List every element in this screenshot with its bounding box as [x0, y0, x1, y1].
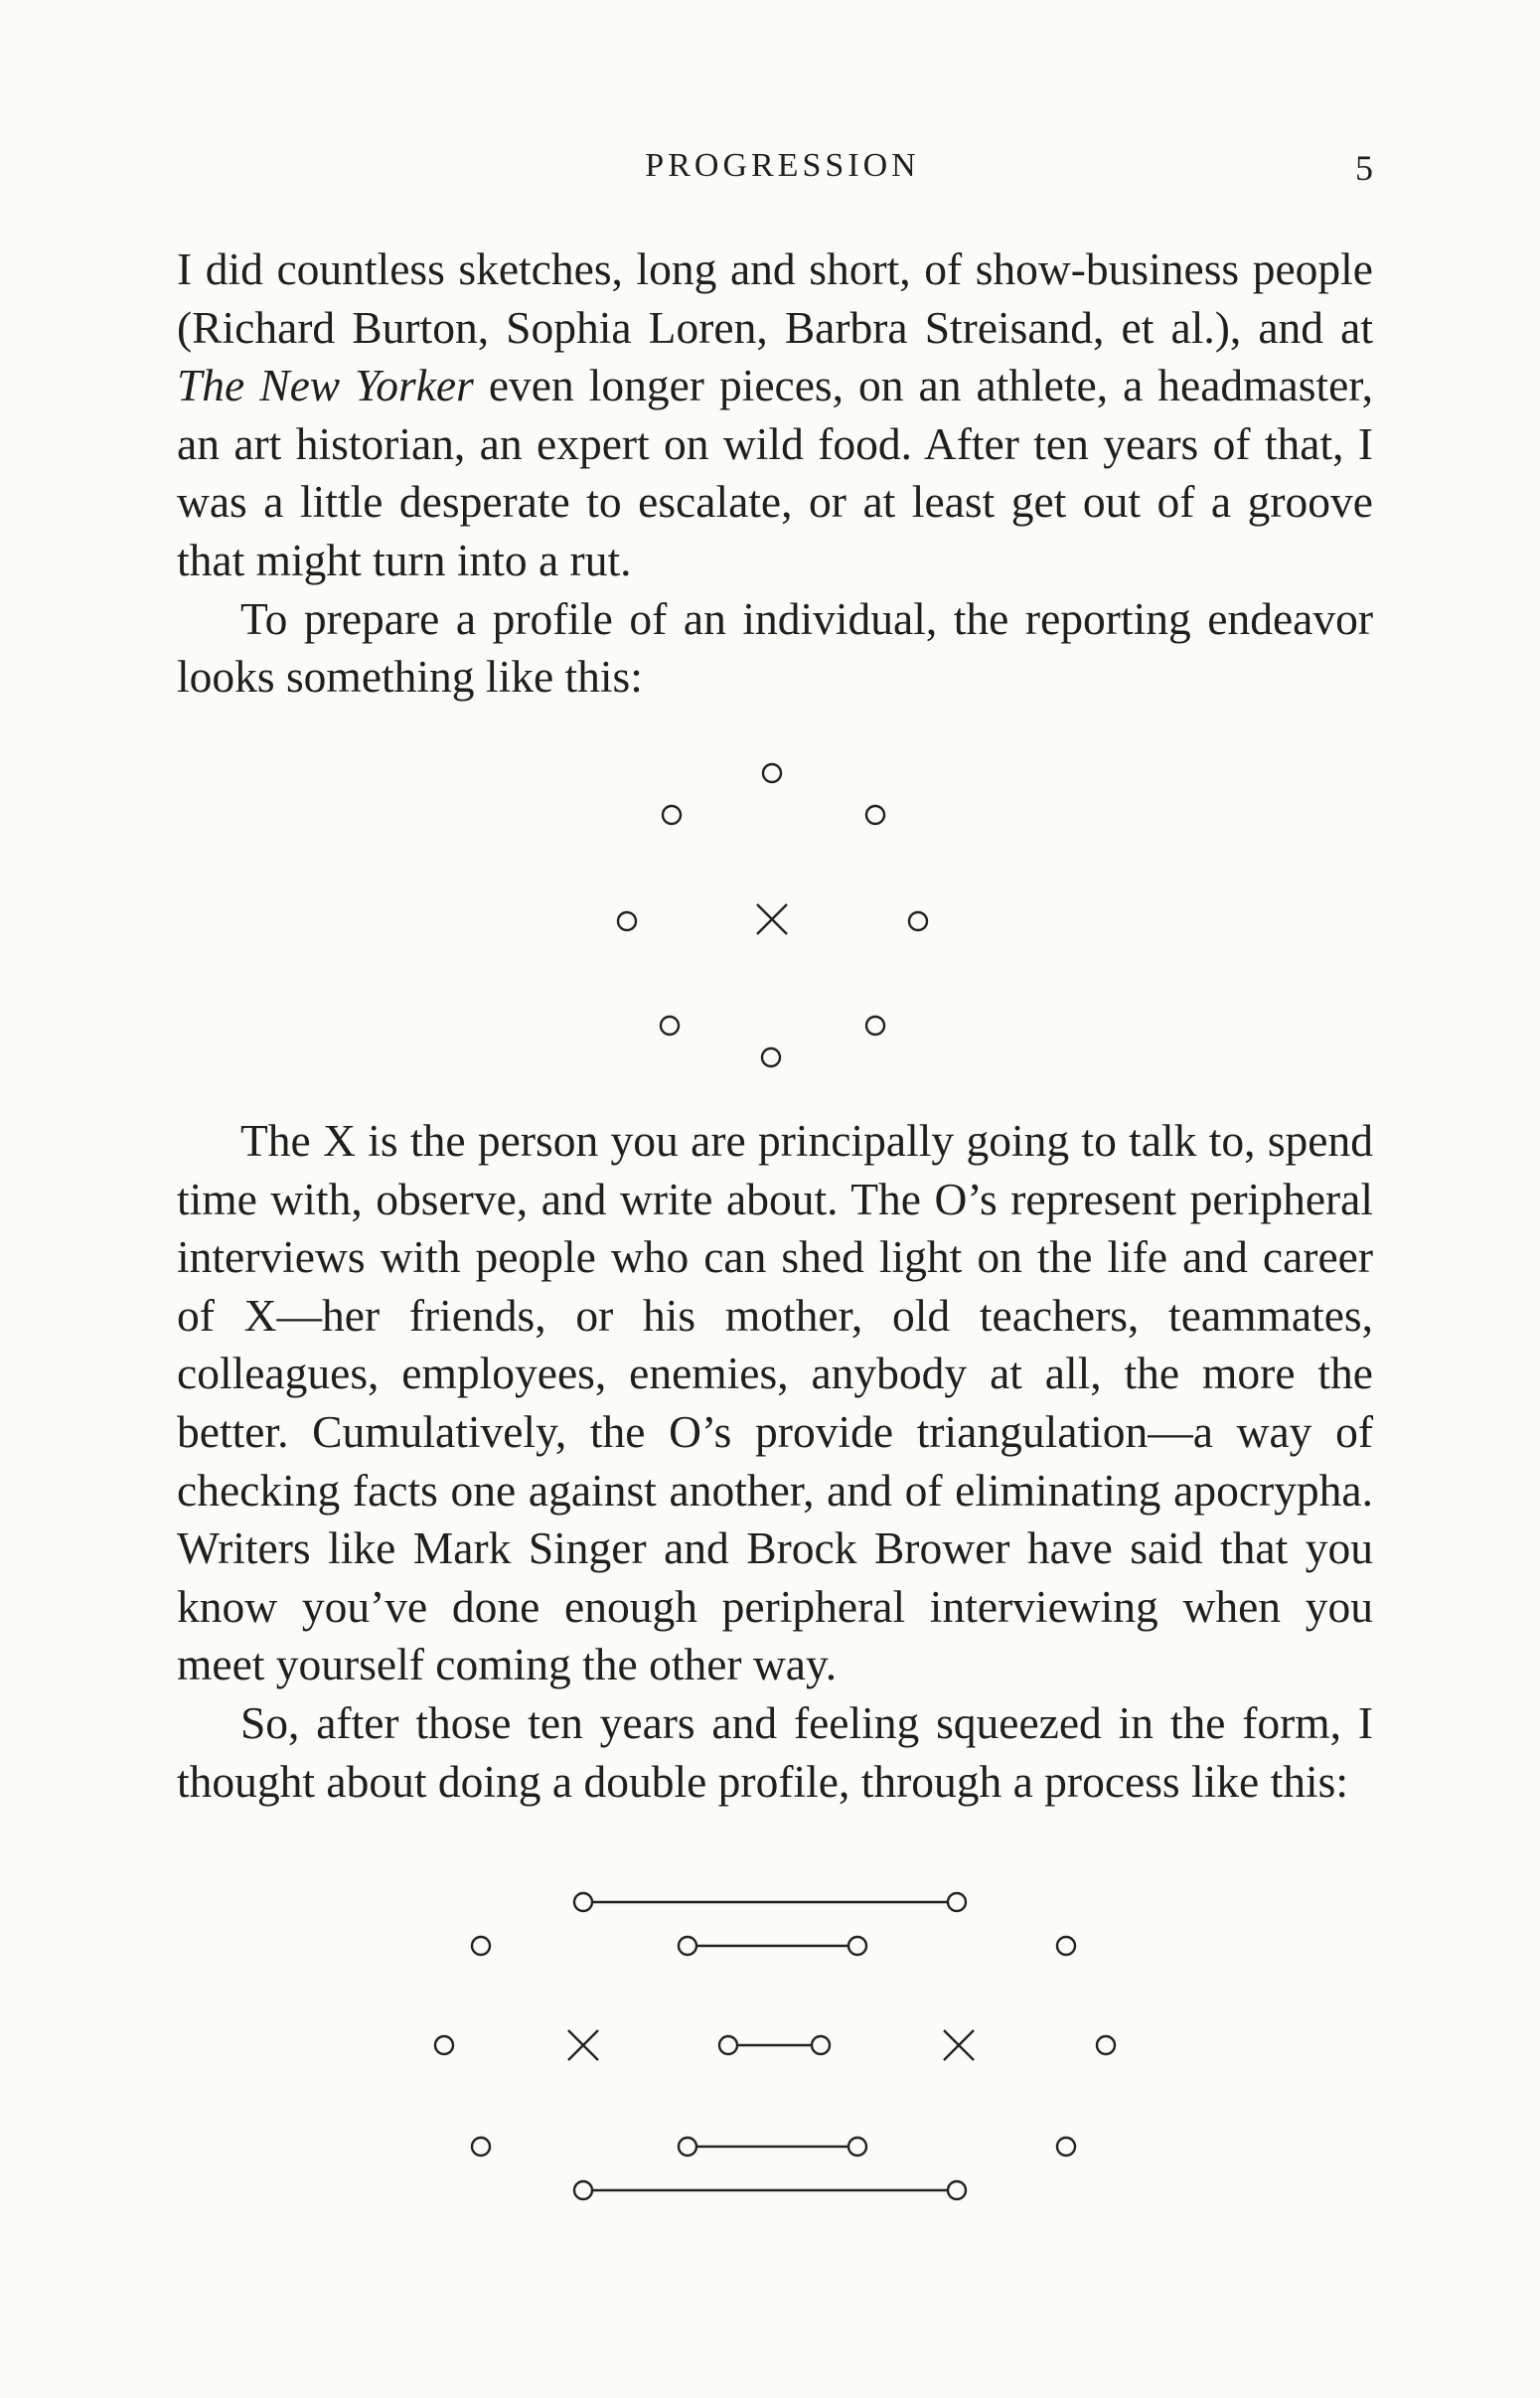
paragraph-1-start: I did countless sketches, long and short, of show-business people (Richard Burton, Sophia Loren, Barbra Streisand, et al.), and at [177, 243, 1373, 353]
page-number: 5 [1355, 148, 1373, 188]
single-profile-svg [0, 745, 1540, 1083]
shared-link-3-right-o [812, 2036, 830, 2054]
magazine-title: The New Yorker [177, 360, 474, 411]
shared-link-4-left-o [679, 2138, 696, 2156]
double-profile-diagram [0, 1878, 1540, 2216]
right-peripheral-o-1 [1057, 1937, 1075, 1955]
text-block-top [177, 240, 1373, 707]
peripheral-o-6 [661, 1017, 679, 1035]
paragraph-1-end: even longer pieces, on an athlete, a headmaster, an art historian, an expert on wild food. After ten years of that, I was a little desperate to escalate, or at least get out of a groove that might turn into a rut. [177, 360, 1374, 585]
subject-x-left [568, 2030, 598, 2060]
shared-link-1-right-o [948, 1893, 966, 1911]
peripheral-o-7 [866, 1017, 884, 1035]
paragraph-1 [177, 240, 1373, 590]
paragraph-2: To prepare a profile of an individual, the reporting endeavor looks something like this: [177, 592, 1373, 703]
shared-link-1-left-o [574, 1893, 592, 1911]
shared-link-5-left-o [574, 2181, 592, 2199]
subject-x [757, 904, 787, 934]
peripheral-o-1 [763, 764, 781, 782]
peripheral-o-8 [762, 1048, 780, 1066]
shared-link-4-right-o [848, 2138, 866, 2156]
left-peripheral-o-1 [472, 1937, 490, 1955]
left-peripheral-o-3 [472, 2138, 490, 2156]
right-peripheral-o-2 [1097, 2036, 1115, 2054]
double-profile-svg [0, 1878, 1540, 2216]
left-peripheral-o-2 [435, 2036, 453, 2054]
running-title: PROGRESSION [645, 147, 920, 184]
paragraph-3: The X is the person you are principally going to talk to, spend time with, observe, and write about. The O’s represent peripheral interviews with people who can shed light on the life and career of X—her friends, or his mother, old teachers, teammates, colleagues, employees, enemies, anybody at all, the more the better. Cumulatively, the O’s provide triangulation—a way of checking facts one against another, and of eliminating apocrypha. Writers like Mark Singer and Brock Brower have said that you know you’ve done enough peripheral interviewing when you meet yourself coming the other way. [177, 1115, 1373, 1690]
peripheral-o-3 [866, 806, 884, 824]
subject-x-right [944, 2030, 974, 2060]
shared-link-5-right-o [948, 2181, 966, 2199]
right-peripheral-o-3 [1057, 2138, 1075, 2156]
peripheral-o-5 [909, 912, 927, 930]
text-block-middle [177, 1112, 1373, 1811]
shared-link-2-left-o [679, 1937, 696, 1955]
peripheral-o-2 [663, 806, 681, 824]
single-profile-diagram [0, 745, 1540, 1083]
running-head [0, 147, 1540, 195]
shared-link-2-right-o [848, 1937, 866, 1955]
shared-link-3-left-o [719, 2036, 737, 2054]
paragraph-4: So, after those ten years and feeling squeezed in the form, I thought about doing a double profile, through a process like this: [177, 1696, 1373, 1807]
peripheral-o-4 [618, 912, 636, 930]
